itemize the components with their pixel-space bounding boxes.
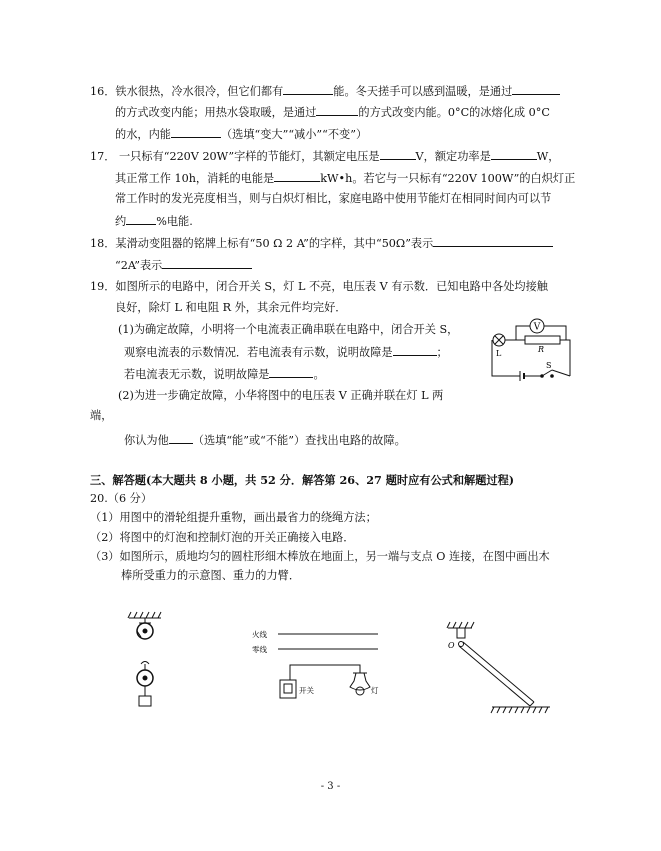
q20-part2: （2）将图中的灯泡和控制灯泡的开关正确接入电路．	[90, 531, 355, 544]
lamp-label: 灯	[371, 686, 379, 695]
q20-part3: （3）如图所示，质地均匀的圆柱形细木棒放在地面上，另一端与支点 O 连接，在图中画出木	[90, 550, 550, 563]
q19-line1: 19．如图所示的电路中，闭合开关 S，灯 L 不亮，电压表 V 有示数．已知电路中各处均接触	[90, 280, 548, 293]
switch-label: S	[546, 361, 552, 370]
q16-line3: 的水，内能 （选填“变大”“减小”“不变”）	[115, 128, 368, 141]
q18-line1: 18．某滑动变阻器的铭牌上标有“50 Ω 2 A”的字样，其中“50Ω”表示	[90, 235, 553, 252]
household-circuit-figure	[250, 625, 385, 715]
pivot-label: O	[448, 641, 455, 650]
q20-header: 20.（6 分）	[90, 492, 153, 505]
resistor-label: R	[538, 345, 545, 354]
q19-line3: (1)为确定故障，小明将一个电流表正确串联在电路中，闭合开关 S，	[118, 323, 459, 336]
neutral-wire-label: 零线	[252, 645, 267, 654]
q19-circuit-figure	[480, 318, 575, 388]
page-number: - 3 -	[320, 781, 341, 792]
q20-part1: （1）用图中的滑轮组提升重物，画出最省力的绕绳方法；	[90, 511, 377, 524]
q18-line2: “2A”表示	[115, 257, 252, 274]
q19-line8: 你认为他 （选填“能”或“不能”）查找出电路的故障。	[124, 434, 406, 447]
q20-part3-cont: 棒所受重力的示意图、重力的力臂．	[121, 569, 301, 582]
q17-line2: 其正常工作 10h，消耗的电能是 kW•h。若它与一只标有“220V 100W”的白炽灯正	[115, 172, 576, 185]
switch-label: 开关	[299, 686, 314, 695]
lamp-label: L	[496, 349, 502, 358]
live-wire-label: 火线	[252, 630, 267, 639]
pulley-figure	[125, 612, 165, 712]
q16-line2: 的方式改变内能；用热水袋取暖，是通过 的方式改变内能。0°C的冰熔化成 0°C	[115, 106, 550, 119]
q17-line4: 约 %电能.	[115, 215, 193, 228]
q19-line4: 观察电流表的示数情况．若电流表有示数，说明故障是 ；	[124, 346, 448, 359]
q19-line7: 端，	[90, 409, 113, 422]
q17-line3: 常工作时的发光亮度相当，则与白炽灯相比，家庭电路中使用节能灯在相同时间内可以节	[115, 192, 552, 205]
q17-line1: 17． 一只标有“220V 20W”字样的节能灯，其额定电压是 V，额定功率是 W，	[90, 150, 560, 163]
q19-line5: 若电流表无示数，说明故障是 。	[124, 368, 325, 381]
voltmeter-label: V	[533, 322, 541, 333]
q19-line6: (2)为进一步确定故障，小华将图中的电压表 V 正确并联在灯 L 两	[118, 389, 444, 402]
q16-line1: 16．铁水很热，冷水很冷，但它们都有 能。冬天搓手可以感到温暖，是通过	[90, 83, 560, 100]
rod-figure	[440, 622, 550, 717]
section3-title: 三、解答题(本大题共 8 小题，共 52 分．解答第 26、27 题时应有公式和解题过程)	[90, 473, 515, 487]
q19-line2: 良好，除灯 L 和电阻 R 外，其余元件均完好．	[115, 301, 347, 314]
